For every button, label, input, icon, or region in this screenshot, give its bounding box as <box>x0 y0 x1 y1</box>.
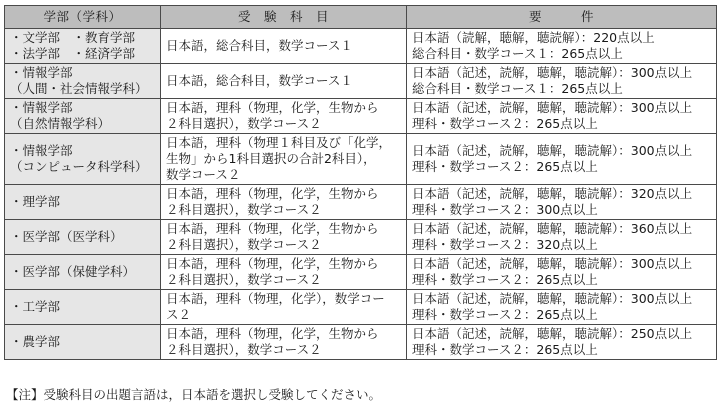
subjects-line: 日本語，総合科目，数学コース１ <box>166 73 353 88</box>
table-row <box>5 64 717 99</box>
subjects-cell <box>161 99 407 134</box>
footnote: 【注】受験科目の出題言語は，日本語を選択し受験してください。 <box>6 387 382 402</box>
requirements-line: 日本語（読解，聴解，聴読解）：220点以上 <box>412 30 655 45</box>
requirements-line: 理科・数学コース２：265点以上 <box>412 307 598 322</box>
subjects-line: 数学コース２ <box>166 167 241 182</box>
requirements-line: 日本語（記述，読解，聴解，聴読解）：300点以上 <box>412 100 693 115</box>
subjects-line: 日本語，理科（物理，化学，生物から <box>166 221 379 236</box>
header-subjects: 受 験 科 目 <box>161 6 407 29</box>
subjects-cell <box>161 220 407 255</box>
subjects-line: 日本語，理科（物理，化学，生物から <box>166 326 379 341</box>
requirements-line: 理科・数学コース２：265点以上 <box>412 159 598 174</box>
requirements-line: 日本語（記述，読解，聴解，聴読解）：300点以上 <box>412 65 693 80</box>
faculty-line: ・情報学部 <box>10 143 73 158</box>
faculty-line: ・理学部 <box>10 194 61 209</box>
faculty-line: ・文学部 ・教育学部 <box>10 30 136 45</box>
table-row <box>5 255 717 290</box>
subjects-line: ２科目選択），数学コース２ <box>166 237 322 252</box>
subjects-cell <box>161 290 407 325</box>
requirements-cell <box>407 255 717 290</box>
requirements-table <box>4 5 717 360</box>
faculty-line: ・法学部 ・経済学部 <box>10 46 136 61</box>
faculty-line: （人間・社会情報学科） <box>10 81 148 96</box>
faculty-line: ・医学部（医学科） <box>10 229 123 244</box>
requirements-cell <box>407 29 717 64</box>
table-row <box>5 290 717 325</box>
faculty-line: ・情報学部 <box>10 100 73 115</box>
subjects-line: 日本語，理科（物理，化学，生物から <box>166 256 379 271</box>
subjects-cell <box>161 64 407 99</box>
subjects-line: ２科目選択），数学コース２ <box>166 272 322 287</box>
subjects-line: 日本語，理科（物理，化学），数学コー <box>166 291 385 306</box>
faculty-line: ・工学部 <box>10 299 61 314</box>
subjects-cell <box>161 325 407 360</box>
requirements-cell <box>407 290 717 325</box>
requirements-line: 日本語（記述，読解，聴解，聴読解）：250点以上 <box>412 326 693 341</box>
subjects-cell <box>161 185 407 220</box>
table-row <box>5 29 717 64</box>
faculty-line: （コンピュータ科学科） <box>10 159 148 174</box>
requirements-cell <box>407 99 717 134</box>
subjects-line: 生物」から1科目選択の合計2科目）， <box>166 151 376 166</box>
requirements-cell <box>407 185 717 220</box>
subjects-line: 日本語，総合科目，数学コース１ <box>166 38 353 53</box>
subjects-line: ス２ <box>166 307 192 322</box>
requirements-line: 日本語（記述，読解，聴解，聴読解）：320点以上 <box>412 186 693 201</box>
requirements-line: 日本語（記述，読解，聴解，聴読解）：300点以上 <box>412 291 693 306</box>
faculty-cell <box>5 29 161 64</box>
subjects-cell <box>161 134 407 185</box>
subjects-cell <box>161 255 407 290</box>
requirements-line: 日本語（記述，読解，聴解，聴読解）：360点以上 <box>412 221 693 236</box>
requirements-line: 理科・数学コース２：265点以上 <box>412 342 598 357</box>
table-row <box>5 220 717 255</box>
faculty-cell <box>5 134 161 185</box>
requirements-line: 理科・数学コース２：320点以上 <box>412 237 598 252</box>
requirements-line: 理科・数学コース２：265点以上 <box>412 116 598 131</box>
faculty-line: （自然情報学科） <box>10 116 111 131</box>
requirements-line: 理科・数学コース２：265点以上 <box>412 272 598 287</box>
requirements-line: 総合科目・数学コース１：265点以上 <box>412 46 623 61</box>
header-faculty: 学部（学科） <box>5 6 161 29</box>
header-requirements: 要 件 <box>407 6 717 29</box>
faculty-cell <box>5 255 161 290</box>
subjects-cell <box>161 29 407 64</box>
table-row <box>5 325 717 360</box>
subjects-line: 日本語，理科（物理，化学，生物から <box>166 100 379 115</box>
requirements-cell <box>407 220 717 255</box>
table-row <box>5 99 717 134</box>
requirements-line: 理科・数学コース２：300点以上 <box>412 202 598 217</box>
subjects-line: 日本語，理科（物理１科目及び「化学， <box>166 135 392 150</box>
faculty-line: ・医学部（保健学科） <box>10 264 136 279</box>
requirements-line: 日本語（記述，読解，聴解，聴読解）：300点以上 <box>412 143 693 158</box>
faculty-cell <box>5 64 161 99</box>
subjects-line: 日本語，理科（物理，化学，生物から <box>166 186 379 201</box>
table-row <box>5 134 717 185</box>
faculty-cell <box>5 325 161 360</box>
subjects-line: ２科目選択），数学コース２ <box>166 116 322 131</box>
requirements-cell <box>407 325 717 360</box>
requirements-cell <box>407 134 717 185</box>
subjects-line: ２科目選択），数学コース２ <box>166 342 322 357</box>
requirements-line: 日本語（記述，読解，聴解，聴読解）：300点以上 <box>412 256 693 271</box>
requirements-line: 総合科目・数学コース１：265点以上 <box>412 81 623 96</box>
faculty-cell <box>5 99 161 134</box>
subjects-line: ２科目選択），数学コース２ <box>166 202 322 217</box>
faculty-cell <box>5 290 161 325</box>
table-row <box>5 185 717 220</box>
faculty-cell <box>5 220 161 255</box>
requirements-cell <box>407 64 717 99</box>
faculty-line: ・農学部 <box>10 334 61 349</box>
table-header-row <box>5 6 717 29</box>
faculty-line: ・情報学部 <box>10 65 73 80</box>
faculty-cell <box>5 185 161 220</box>
